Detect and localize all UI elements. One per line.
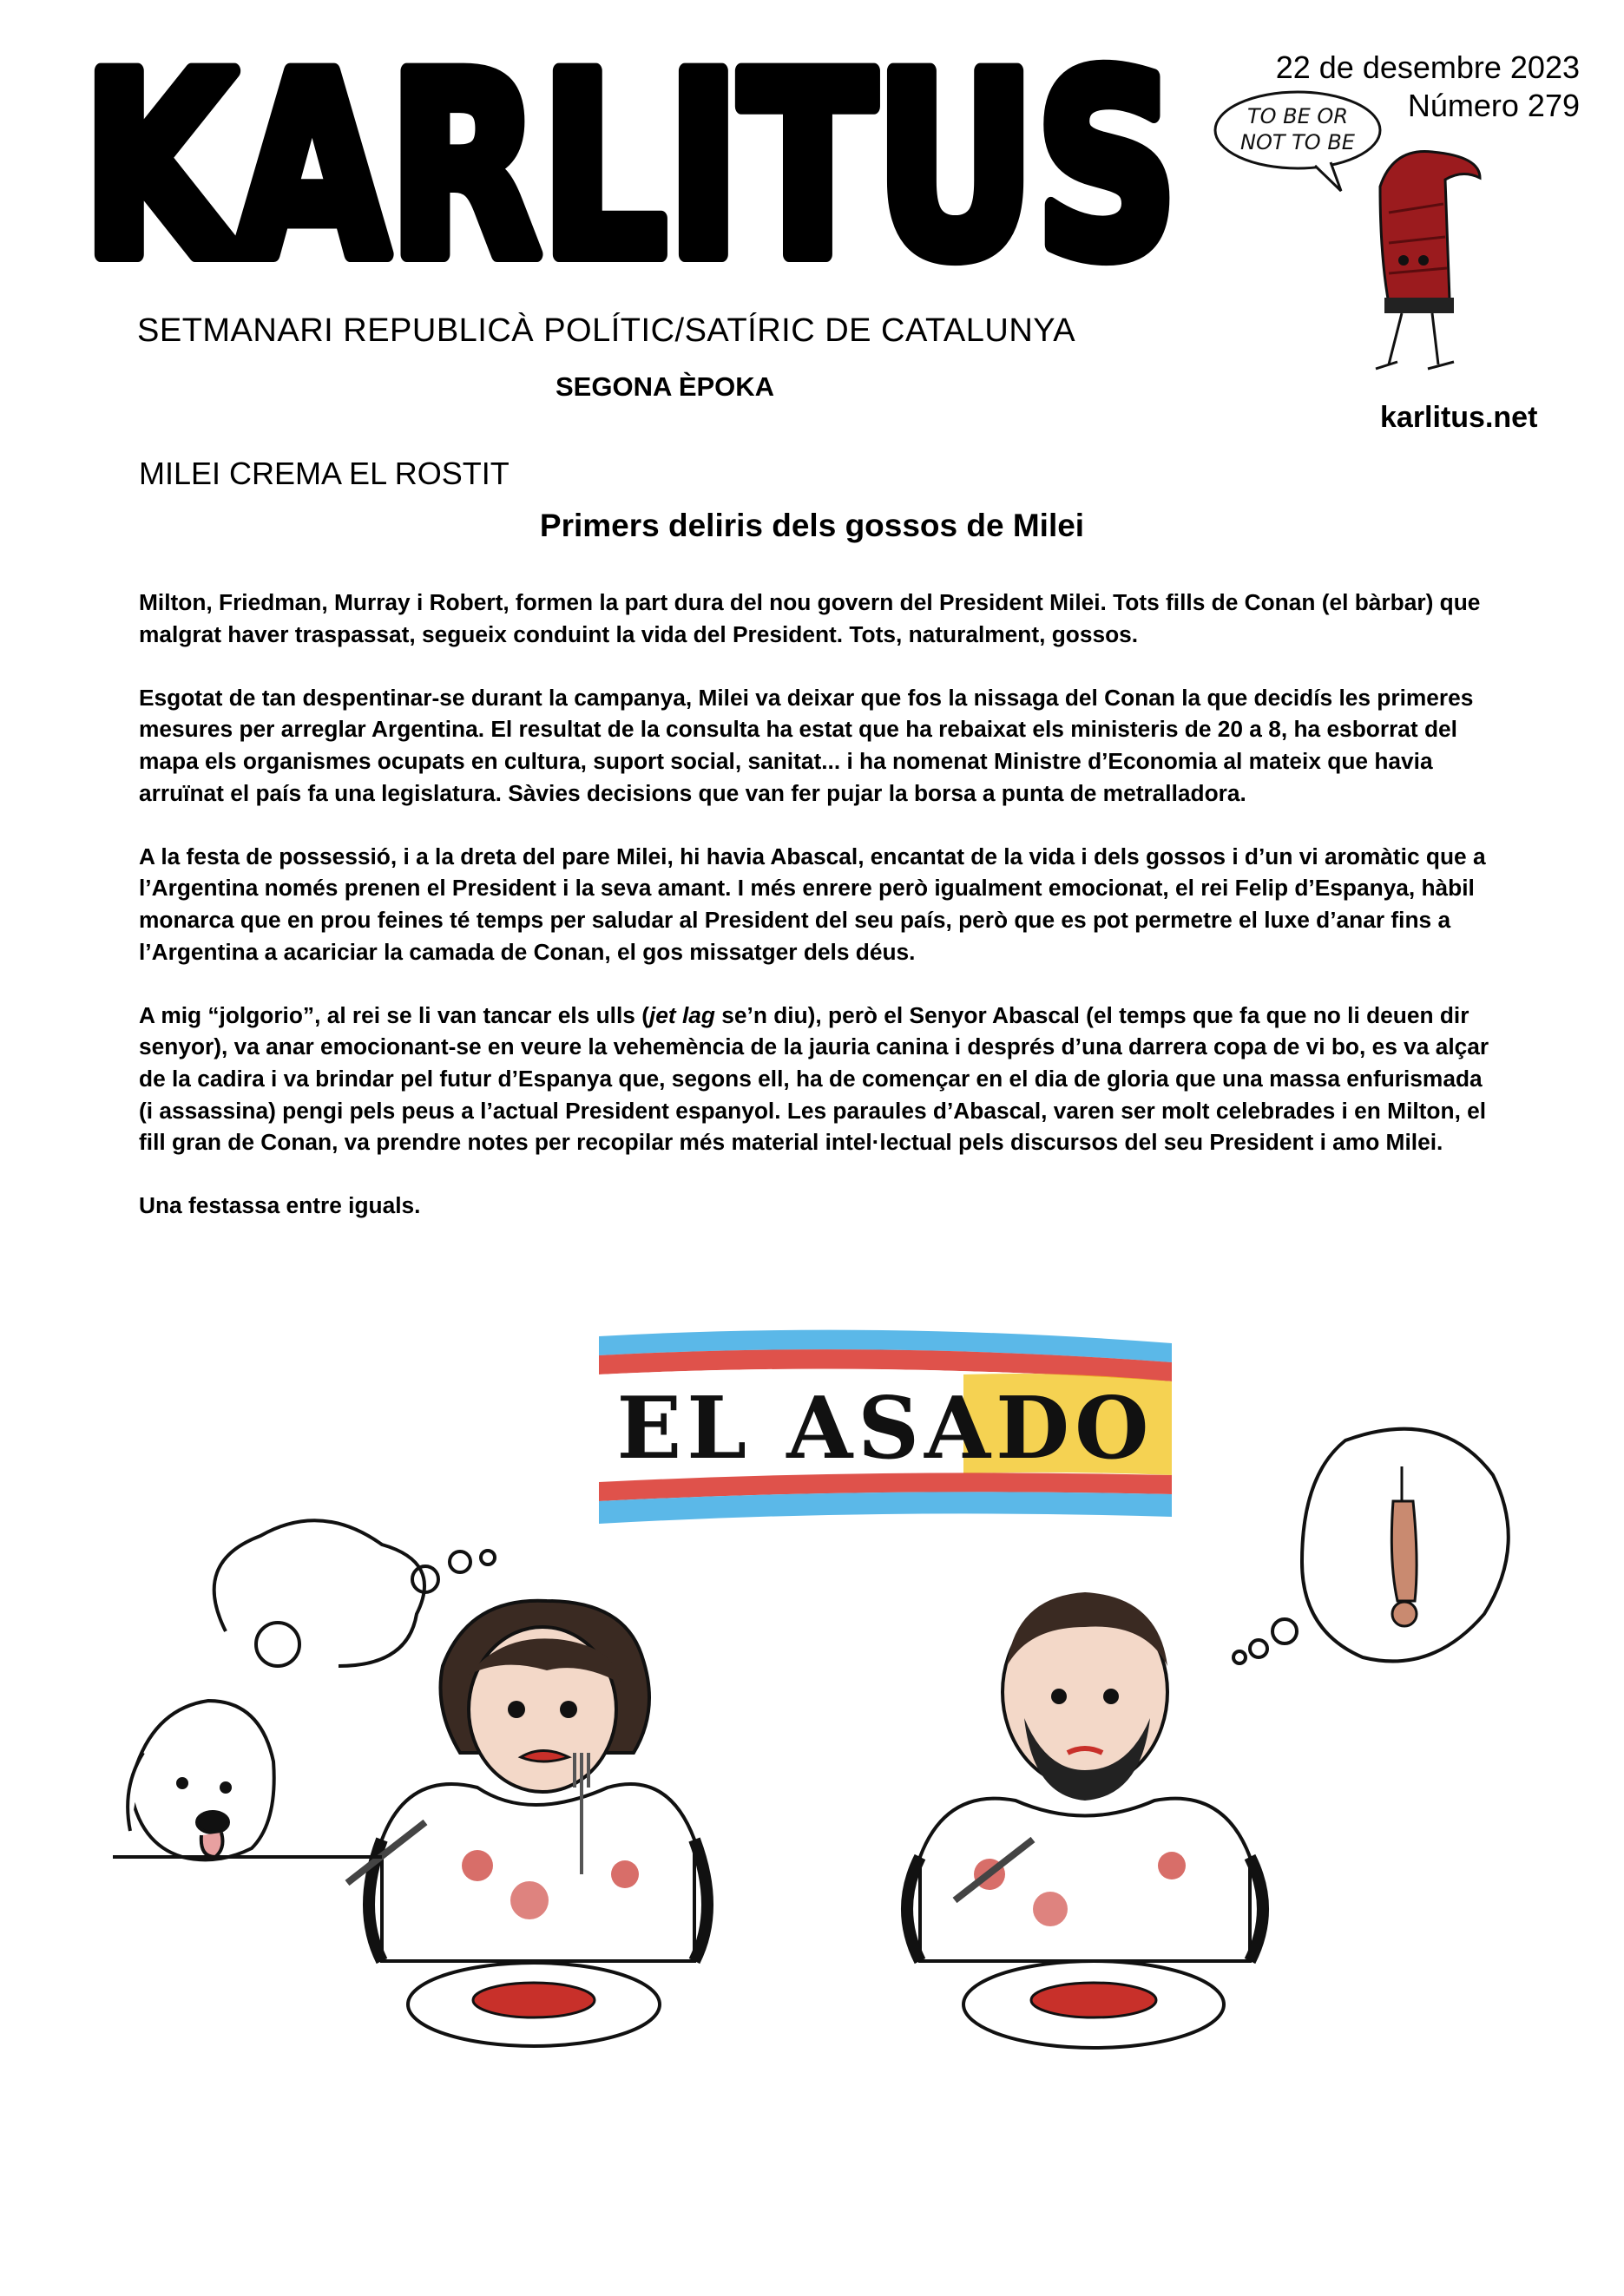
issue-date: 22 de desembre 2023: [1275, 49, 1580, 85]
speech-bubble-line2: NOT TO BE: [1240, 130, 1355, 154]
masthead-title-text: KARLITUS: [82, 50, 1178, 311]
article-paragraph-4: [139, 1000, 1493, 1158]
article-paragraph-4-start: A mig “jolgorio”, al rei se li van tancar els ulls (: [139, 1001, 649, 1028]
article-closing: Una festassa entre iguals.: [139, 1192, 421, 1219]
mascot-illustration: [1211, 82, 1541, 395]
article-body: [139, 587, 1493, 1253]
masthead-title: [82, 50, 1185, 311]
plate-left: [408, 1963, 660, 2046]
article-paragraph-2: Esgotat de tan despentinar-se durant la campanya, Milei va deixar que fos la nissaga del Conan la que decidís les primeres mesures per arreglar Argentina. El resultat de la consulta ha estat que ha rebaixat els ministeris de 20 a 8, ha esborrat del mapa els organismes ocupats en cultura, suport social, sanitat... i ha nomenat Ministre d’Economia al mateix que havia arruïnat el país fa una legislatura. Sàvies decisions que van fer pujar la borsa a punta de metralladora.: [139, 684, 1474, 806]
article-paragraph-1: Milton, Friedman, Murray i Robert, formen la part dura del nou govern del President Milei. Tots fills de Conan (el bàrbar) que malgrat haver traspassat, segueix conduint la vida del President. Tots, naturalment, gossos.: [139, 589, 1481, 647]
speech-bubble: [1215, 92, 1380, 191]
dog-illustration: [128, 1701, 274, 1860]
asado-banner: [599, 1330, 1172, 1524]
section-heading: MILEI CREMA EL ROSTIT: [139, 456, 510, 491]
article-paragraph-3: A la festa de possessió, i a la dreta del pare Milei, hi havia Abascal, encantat de la vida i dels gossos i d’un vi aromàtic que a l’Argentina només prenen el President i la seva amant. I més enrere però igualment emocionat, el rei Felip d’Espanya, hàbil monarca que en prou feines té temps per saludar al President del seu país, però que es pot permetre el luxe d’anar fins a l’Argentina a acariciar la camada de Conan, el gos missatger dels déus.: [139, 843, 1486, 965]
masthead-tagline: SETMANARI REPUBLICÀ POLÍTIC/SATÍRIC DE CATALUNYA: [137, 312, 1076, 349]
cartoon-el-asado: [95, 1302, 1554, 2083]
banner-text: EL ASADO: [616, 1379, 1154, 1479]
issue-number: Número 279: [1407, 88, 1580, 123]
milei-figure: [347, 1601, 707, 1961]
plate-right: [963, 1961, 1224, 2048]
article-title: Primers deliris dels gossos de Milei: [539, 508, 1085, 543]
thought-bubble-right: [1233, 1429, 1509, 1663]
masthead-epoch: SEGONA ÈPOKA: [556, 371, 775, 402]
website-link[interactable]: karlitus.net: [1380, 401, 1538, 434]
article-paragraph-4-emphasis: jet lag: [648, 1001, 715, 1028]
mascot-figure: [1376, 152, 1480, 370]
article-paragraph-4-end: se’n diu), però el Senyor Abascal (el temps que fa que no li deuen dir senyor), va anar emocionant-se en veure la vehemència de la jauria canina i després d’una darrera copa de vi bo, es va alçar de la cadira i va brindar pel futur d’Espanya que, segons ell, ha de començar en el dia de gloria que una massa enfurismada (i assassina) pengi pels peus a l’actual President espanyol. Les paraules d’Abascal, varen ser molt celebrades i en Milton, el fill gran de Conan, va prendre notes per recopilar més material intel·lectual pels discursos del seu President i amo Milei.: [139, 1001, 1489, 1156]
abascal-figure: [907, 1592, 1263, 1961]
speech-bubble-line1: TO BE OR: [1246, 104, 1349, 128]
